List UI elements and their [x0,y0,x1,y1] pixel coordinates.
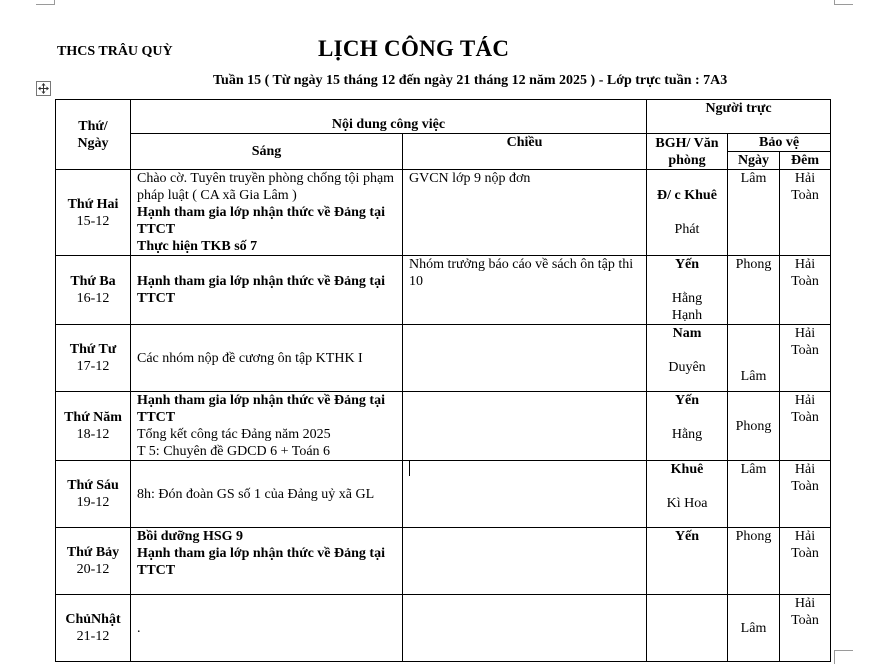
afternoon-cell [403,256,647,325]
morning-cell [131,392,403,461]
task-item: GVCN lớp 9 nộp đơn [409,171,531,186]
day-cell [56,170,131,256]
table-row [56,528,831,595]
guard-day-cell: Lâm [728,461,780,528]
bgh-cell [647,392,728,461]
guard-night-cell: Hải Toàn [780,325,831,392]
day-date: 15-12 [76,213,110,229]
school-name: THCS TRÂU QUỲ [57,44,173,59]
task-item: Tổng kết công tác Đảng năm 2025 [137,427,331,442]
header-content: Nội dung công việc [131,100,647,134]
task-item: Chào cờ. Tuyên truyền phòng chống tội phạm pháp luật ( CA xã Gia Lâm ) [137,171,395,203]
day-cell [56,461,131,528]
morning-cell [131,595,403,662]
bgh-cell [647,461,728,528]
bgh-person: Hằng [671,291,703,306]
week-subtitle: Tuần 15 ( Từ ngày 15 tháng 12 đến ngày 21 tháng 12 năm 2025 ) - Lớp trực tuần : 7A3 [213,73,728,88]
page-corner-mark [834,0,853,5]
bgh-cell [647,170,728,256]
guard-day-cell: Phong [728,256,780,325]
guard-day-cell: Lâm [728,170,780,256]
guard-day-cell: Phong [728,528,780,595]
bgh-cell [647,256,728,325]
header-guard: Bảo vệ [728,134,831,152]
day-date: 21-12 [76,629,110,644]
afternoon-cell [403,595,647,662]
header-duty: Người trực [647,100,831,134]
task-item: Các nhóm nộp đề cương ôn tập KTHK I [137,350,363,366]
table-row [56,170,831,256]
guard-night-cell: Hải Toàn [780,595,831,662]
day-cell [56,392,131,461]
day-name: Thứ Hai [67,196,119,212]
day-name: Thứ Bảy [66,545,120,560]
guard-night-cell: Hải Toàn [780,392,831,461]
morning-cell [131,256,403,325]
task-item: Nhóm trưởng báo cáo về sách ôn tập thi 10 [409,257,634,289]
header-morning: Sáng [131,134,403,170]
task-item: 8h: Đón đoàn GS số 1 của Đảng uỷ xã GL [137,486,375,502]
day-cell [56,528,131,595]
day-date: 16-12 [76,291,110,306]
bgh-person: Hạnh [671,308,703,323]
guard-night-cell: Hải Toàn [780,461,831,528]
bgh-person: Duyên [668,360,706,375]
morning-cell [131,325,403,392]
day-name: Thứ Năm [64,410,122,425]
header-afternoon: Chiều [403,134,647,170]
schedule-table [55,99,831,662]
page-corner-mark [36,0,55,5]
table-move-handle-icon[interactable] [36,81,51,96]
header-day: Thứ/ Ngày [56,100,131,170]
table-row [56,392,831,461]
bgh-person: Nam [672,326,702,341]
afternoon-cell [403,170,647,256]
day-cell [56,256,131,325]
task-item: Hạnh tham gia lớp nhận thức về Đảng tại TTCT [137,205,385,237]
text-cursor [409,461,410,476]
table-row [56,325,831,392]
task-item: T 5: Chuyên đề GDCD 6 + Toán 6 [137,444,331,459]
task-item: Hạnh tham gia lớp nhận thức về Đảng tại TTCT [137,546,385,578]
guard-night-cell: Hải Toàn [780,256,831,325]
task-item: . [137,620,141,636]
day-cell [56,325,131,392]
afternoon-cell [403,528,647,595]
guard-night-cell: Hải Toàn [780,528,831,595]
table-row [56,461,831,528]
bgh-person: Phát [674,222,700,237]
bgh-person: Khuê [670,462,704,477]
page-title: LỊCH CÔNG TÁC [318,36,510,61]
guard-day-cell: Lâm [728,595,780,662]
bgh-person: Yến [674,529,700,544]
task-item: Thực hiện TKB số 7 [137,239,258,254]
task-item: Hạnh tham gia lớp nhận thức về Đảng tại TTCT [137,393,385,425]
day-name: ChủNhật [65,612,121,627]
afternoon-cell [403,325,647,392]
header-guard-day: Ngày [728,152,780,170]
bgh-person: Hằng [671,427,703,442]
bgh-cell [647,528,728,595]
guard-day-cell: Lâm [728,325,780,392]
table-row [56,595,831,662]
bgh-person: Đ/ c Khuê [657,188,717,203]
task-item: Bồi dưỡng HSG 9 [137,529,244,544]
bgh-person: Yến [674,393,700,408]
day-cell [56,595,131,662]
bgh-cell [647,595,728,662]
day-name: Thứ Ba [70,274,116,289]
header-bgh: BGH/ Văn phòng [647,134,728,170]
afternoon-cell[interactable] [403,461,647,528]
bgh-person: Kì Hoa [666,496,708,511]
day-date: 20-12 [76,562,110,577]
day-name: Thứ Tư [69,342,117,357]
day-date: 19-12 [76,495,110,510]
day-name: Thứ Sáu [67,478,119,493]
header-guard-night: Đêm [780,152,831,170]
afternoon-cell [403,392,647,461]
day-date: 18-12 [76,427,110,442]
guard-night-cell: Hải Toàn [780,170,831,256]
table-row [56,256,831,325]
task-item: Hạnh tham gia lớp nhận thức về Đảng tại TTCT [137,274,385,306]
guard-day-cell: Phong [728,392,780,461]
morning-cell [131,528,403,595]
bgh-cell [647,325,728,392]
morning-cell [131,170,403,256]
day-date: 17-12 [76,359,110,374]
morning-cell [131,461,403,528]
bgh-person: Yến [674,257,700,272]
page-corner-mark [834,650,853,664]
